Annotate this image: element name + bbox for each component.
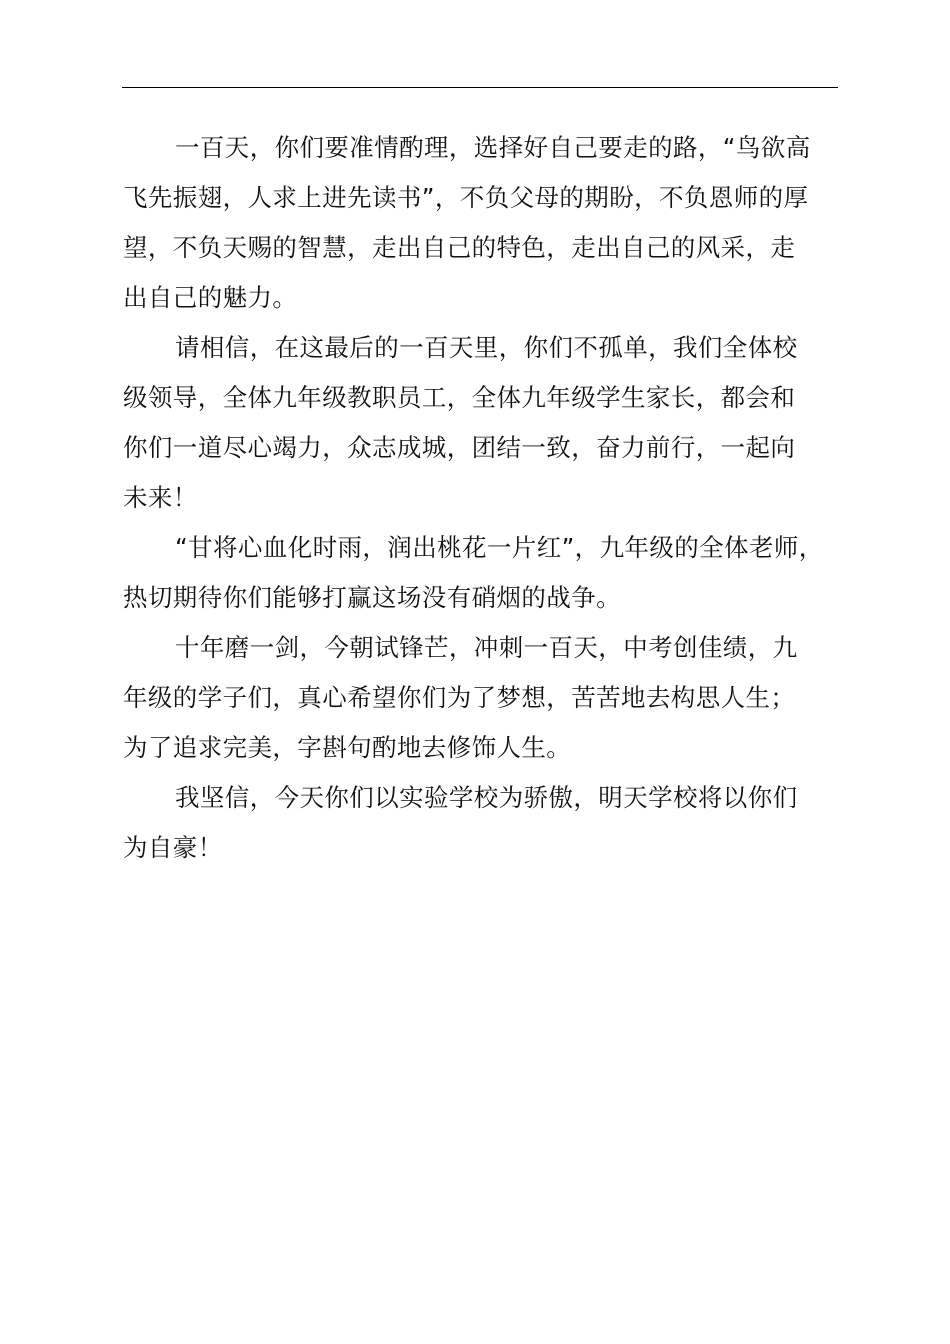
paragraph-line: 级领导，全体九年级教职员工，全体九年级学生家长，都会和 — [123, 383, 796, 412]
paragraph-line: 你们一道尽心竭力，众志成城，团结一致，奋力前行，一起向 — [123, 433, 796, 462]
paragraph-line: 为了追求完美，字斟句酌地去修饰人生。 — [123, 733, 572, 762]
paragraph-3 — [123, 523, 843, 623]
paragraph-5 — [123, 773, 843, 873]
document-body — [123, 123, 843, 873]
paragraph-line: 为自豪！ — [123, 833, 223, 862]
paragraph-line: 出自己的魅力。 — [123, 283, 298, 312]
paragraph-line: 未来！ — [123, 483, 198, 512]
paragraph-line: 飞先振翅，人求上进先读书”，不负父母的期盼，不负恩师的厚 — [123, 183, 809, 212]
paragraph-4 — [123, 623, 843, 773]
paragraph-1 — [123, 123, 843, 323]
paragraph-2 — [123, 323, 843, 523]
paragraph-line: 年级的学子们，真心希望你们为了梦想，苦苦地去构思人生； — [123, 683, 796, 712]
paragraph-line: 热切期待你们能够打赢这场没有硝烟的战争。 — [123, 583, 621, 612]
header-rule — [122, 87, 838, 88]
paragraph-line: 十年磨一剑，今朝试锋芒，冲刺一百天，中考创佳绩，九 — [175, 633, 798, 662]
paragraph-line: 我坚信，今天你们以实验学校为骄傲，明天学校将以你们 — [175, 783, 798, 812]
paragraph-line: 望，不负天赐的智慧，走出自己的特色，走出自己的风采，走 — [123, 233, 796, 262]
paragraph-line: 一百天，你们要准情酌理，选择好自己要走的路，“鸟欲高 — [175, 133, 811, 162]
paragraph-line: “甘将心血化时雨，润出桃花一片红”，九年级的全体老师， — [175, 533, 824, 562]
paragraph-line: 请相信，在这最后的一百天里，你们不孤单，我们全体校 — [175, 333, 798, 362]
